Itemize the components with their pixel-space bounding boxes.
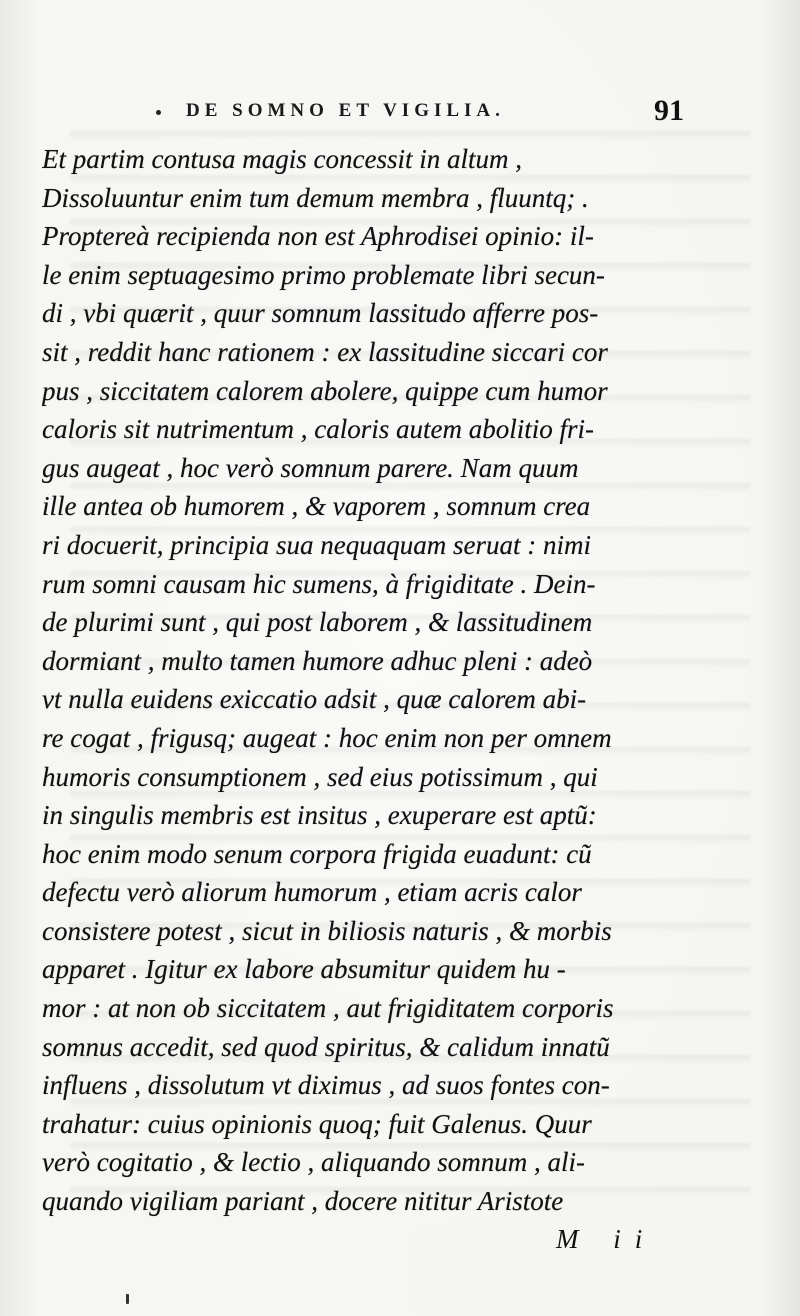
text-line: ri docuerit, principia sua nequaquam seruat : nimi — [42, 529, 591, 560]
text-line: le enim septuagesimo primo problemate libri secun- — [42, 259, 605, 290]
text-line: vt nulla euidens exiccatio adsit , quæ calorem abi- — [42, 684, 587, 715]
text-line: re cogat , frigusq; augeat : hoc enim non per omnem — [42, 722, 612, 753]
text-line: influens , dissolutum vt diximus , ad suos fontes con- — [42, 1070, 610, 1101]
text-line: sit , reddit hanc rationem : ex lassitudine siccari cor — [42, 336, 608, 367]
body-text — [42, 140, 714, 1221]
text-line: caloris sit nutrimentum , caloris autem abolitio fri- — [42, 414, 594, 445]
text-line: somnus accedit, sed quod spiritus, & calidum innatũ — [42, 1031, 610, 1062]
text-line: pus , siccitatem calorem abolere, quippe cum humor — [42, 375, 608, 406]
running-head-title: DE SOMNO ET VIGILIA. — [186, 100, 505, 121]
running-head — [150, 92, 690, 132]
text-line: trahatur: cuius opinionis quoq; fuit Galenus. Quur — [42, 1108, 592, 1139]
text-line: consistere potest , sicut in biliosis naturis , & morbis — [42, 915, 612, 946]
text-line: dormiant , multo tamen humore adhuc pleni : adeò — [42, 645, 593, 676]
text-line: humoris consumptionem , sed eius potissimum , qui — [42, 761, 598, 792]
text-line: di , vbi quærit , quur somnum lassitudo afferre pos- — [42, 298, 599, 329]
text-line: mor : at non ob siccitatem , aut frigiditatem corporis — [42, 993, 614, 1024]
text-line: rum somni causam hic sumens, à frigiditate . Dein- — [42, 568, 596, 599]
page-number: 91 — [654, 94, 684, 127]
text-line: ille antea ob humorem , & vaporem , somnum crea — [42, 491, 591, 522]
text-line: quando vigiliam pariant , docere nititur Aristote — [42, 1186, 564, 1217]
text-line: verò cogitatio , & lectio , aliquando somnum , ali- — [42, 1147, 585, 1178]
text-line: hoc enim modo senum corpora frigida euadunt: cũ — [42, 838, 592, 869]
text-line: in singulis membris est insitus , exuperare est aptũ: — [42, 800, 597, 831]
text-line: de plurimi sunt , qui post laborem , & lassitudinem — [42, 607, 593, 638]
ink-speck — [126, 1294, 129, 1304]
signature-mark: M ii — [556, 1224, 657, 1254]
text-line: Proptereà recipienda non est Aphrodisei opinio: il- — [42, 221, 594, 252]
text-line: Et partim contusa magis concessit in altum , — [42, 144, 522, 174]
text-line: defectu verò aliorum humorum , etiam acris calor — [42, 877, 582, 908]
text-line: gus augeat , hoc verò somnum parere. Nam quum — [42, 452, 579, 483]
text-line: Dissoluuntur enim tum demum membra , fluuntq; . — [42, 182, 589, 213]
head-ornament-dot — [156, 110, 161, 115]
text-line: apparet . Igitur ex labore absumitur quidem hu - — [42, 954, 566, 985]
